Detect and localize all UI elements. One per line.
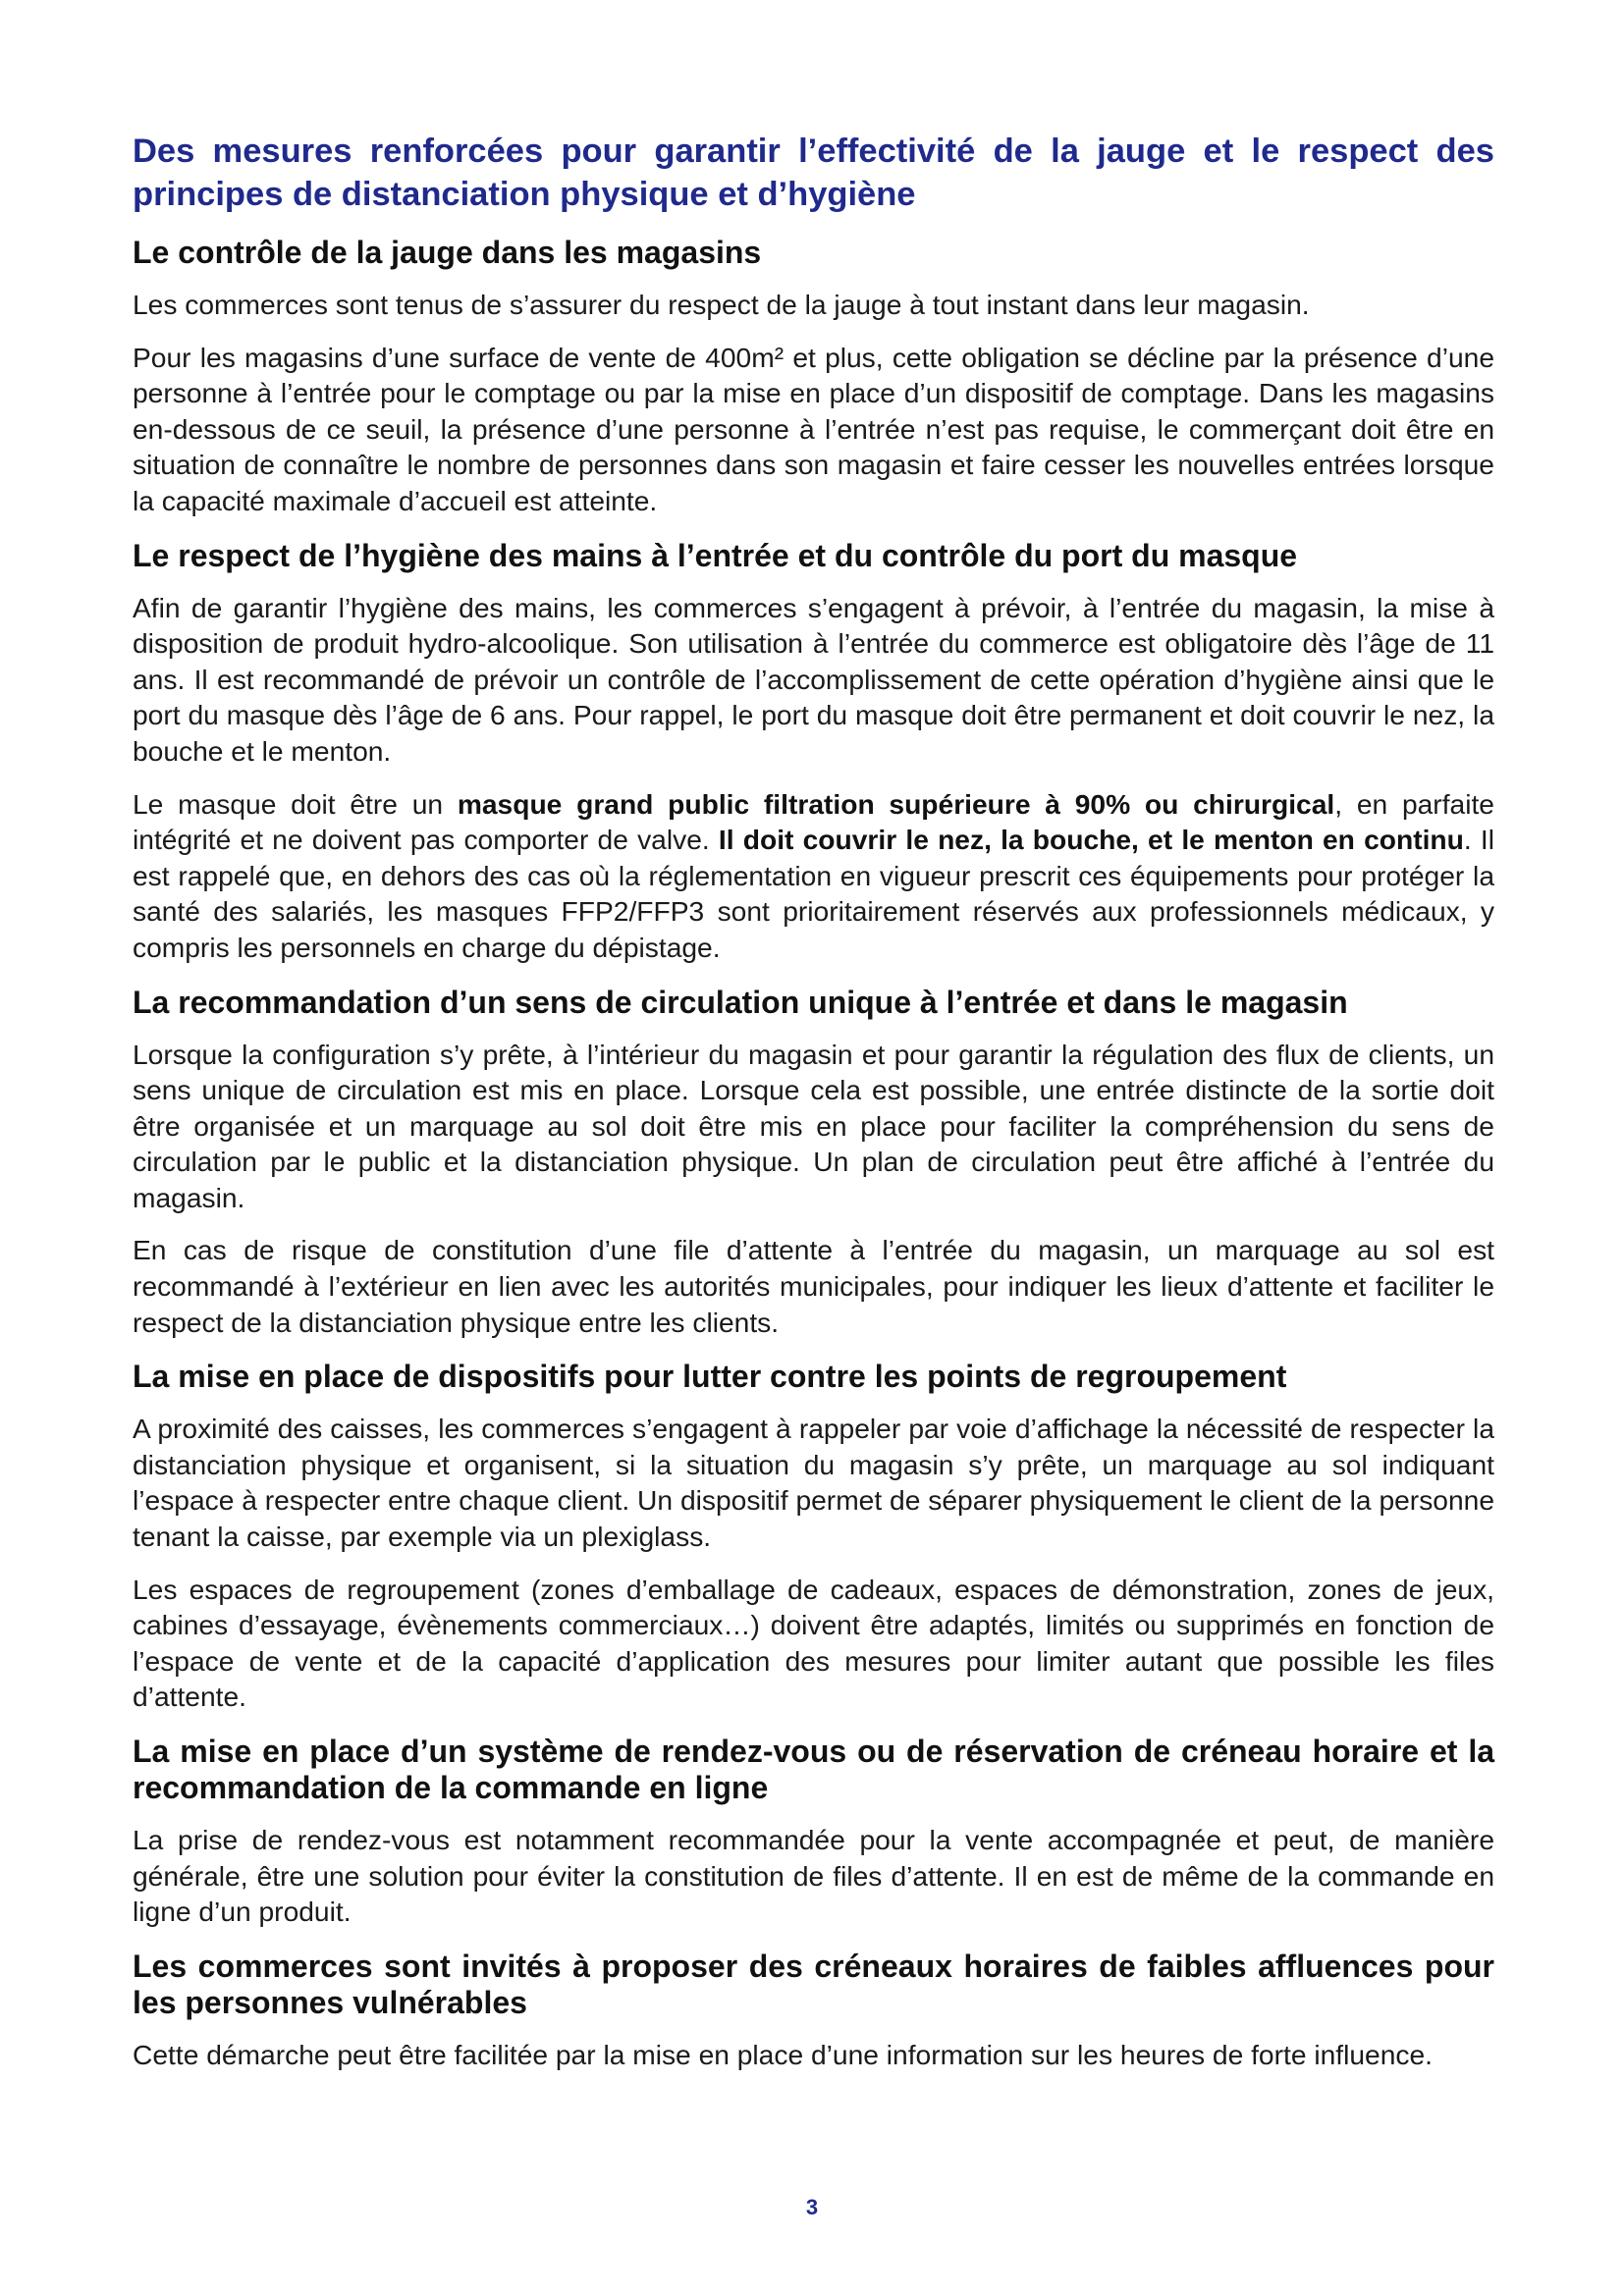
section-heading: Le contrôle de la jauge dans les magasins bbox=[133, 235, 762, 270]
paragraph: Afin de garantir l’hygiène des mains, les commerces s’engagent à prévoir, à l’entrée du magasin, la mise à disposition de produit hydro-alcoolique. Son utilisation à l’entrée du commerce est obligatoire dès l’âge de 11 ans. Il est recommandé de prévoir un contrôle de l’accomplissement de cette opération d’hygiène ainsi que le port du masque dès l’âge de 6 ans. Pour rappel, le port du masque doit être permanent et doit couvrir le nez, la bouche et le menton. bbox=[133, 591, 1494, 767]
section-heading: Les commerces sont invités à proposer des créneaux horaires de faibles affluences pour les personnes vulnérables bbox=[133, 1948, 1494, 2020]
paragraph: En cas de risque de constitution d’une file d’attente à l’entrée du magasin, un marquage au sol est recommandé à l’extérieur en lien avec les autorités municipales, pour indiquer les lieux d’attente et faciliter le respect de la distanciation physique entre les clients. bbox=[133, 1234, 1494, 1338]
section-heading: Le respect de l’hygiène des mains à l’entrée et du contrôle du port du masque bbox=[133, 537, 1298, 573]
section-vulnerables bbox=[133, 1949, 1494, 2073]
bold-text: Il doit couvrir le nez, la bouche, et le menton en continu bbox=[718, 824, 1464, 856]
paragraph: Lorsque la configuration s’y prête, à l’intérieur du magasin et pour garantir la régulation des flux de clients, un sens unique de circulation est mis en place. Lorsque cela est possible, une entrée distincte de la sortie doit être organisée et un marquage au sol doit être mis en place pour faciliter la compréhension du sens de circulation par le public et la distanciation physique. Un plan de circulation peut être affiché à l’entrée du magasin. bbox=[133, 1038, 1494, 1213]
section-rendez-vous bbox=[133, 1734, 1494, 1930]
mask-paragraph bbox=[133, 786, 1494, 966]
text-run: . Il est rappelé que, en dehors des cas où la réglementation en vigueur prescrit ces équipements pour protéger la santé des salariés, les masques FFP2/FFP3 sont prioritairement réservés aux professionnels médicaux, y compris les personnels en charge du dépistage. bbox=[133, 824, 1494, 963]
section-circulation bbox=[133, 985, 1494, 1341]
bold-text: masque grand public filtration supérieure à 90% ou chirurgical bbox=[457, 787, 1335, 820]
main-title: Des mesures renforcées pour garantir l’effectivité de la jauge et le respect des principes de distanciation physique et d’hygiène bbox=[133, 133, 1494, 213]
section-heading: La recommandation d’un sens de circulation unique à l’entrée et dans le magasin bbox=[133, 984, 1348, 1020]
text-run: Le masque doit être un bbox=[133, 787, 458, 820]
paragraph: Les commerces sont tenus de s’assurer du respect de la jauge à tout instant dans leur magasin. bbox=[133, 289, 1310, 320]
paragraph: Cette démarche peut être facilitée par la mise en place d’une information sur les heures de forte influence. bbox=[133, 2038, 1433, 2070]
paragraph: La prise de rendez-vous est notamment recommandée pour la vente accompagnée et peut, de manière générale, être une solution pour éviter la constitution de files d’attente. Il en est de même de la commande en ligne d’un produit. bbox=[133, 1824, 1494, 1928]
page-content bbox=[133, 130, 1494, 2091]
section-jauge-control bbox=[133, 235, 1494, 519]
text-run: , en parfaite intégrité et ne doivent pas comporter de valve. bbox=[133, 787, 1494, 856]
paragraph: A proximité des caisses, les commerces s’engagent à rappeler par voie d’affichage la nécessité de respecter la distanciation physique et organisent, si la situation du magasin s’y prête, un marquage au sol indiquant l’espace à respecter entre chaque client. Un dispositif permet de séparer physiquement le client de la personne tenant la caisse, par exemple via un plexiglass. bbox=[133, 1413, 1494, 1553]
section-hand-hygiene bbox=[133, 538, 1494, 966]
section-regroupement bbox=[133, 1359, 1494, 1715]
section-heading: La mise en place de dispositifs pour lutter contre les points de regroupement bbox=[133, 1359, 1287, 1395]
page-number: 3 bbox=[805, 2195, 819, 2219]
paragraph: Les espaces de regroupement (zones d’emballage de cadeaux, espaces de démonstration, zones de jeux, cabines d’essayage, évènements commerciaux…) doivent être adaptés, limités ou supprimés en fonction de l’espace de vente et de la capacité d’application des mesures pour limiter autant que possible les files d’attente. bbox=[133, 1573, 1494, 1713]
paragraph: Pour les magasins d’une surface de vente de 400m² et plus, cette obligation se décline par la présence d’une personne à l’entrée pour le comptage ou par la mise en place d’un dispositif de comptage. Dans les magasins en-dessous de ce seuil, la présence d’une personne à l’entrée n’est pas requise, le commerçant doit être en situation de connaître le nombre de personnes dans son magasin et faire cesser les nouvelles entrées lorsque la capacité maximale d’accueil est atteinte. bbox=[133, 341, 1494, 516]
section-heading: La mise en place d’un système de rendez-vous ou de réservation de créneau horaire et la recommandation de la commande en ligne bbox=[133, 1734, 1494, 1805]
